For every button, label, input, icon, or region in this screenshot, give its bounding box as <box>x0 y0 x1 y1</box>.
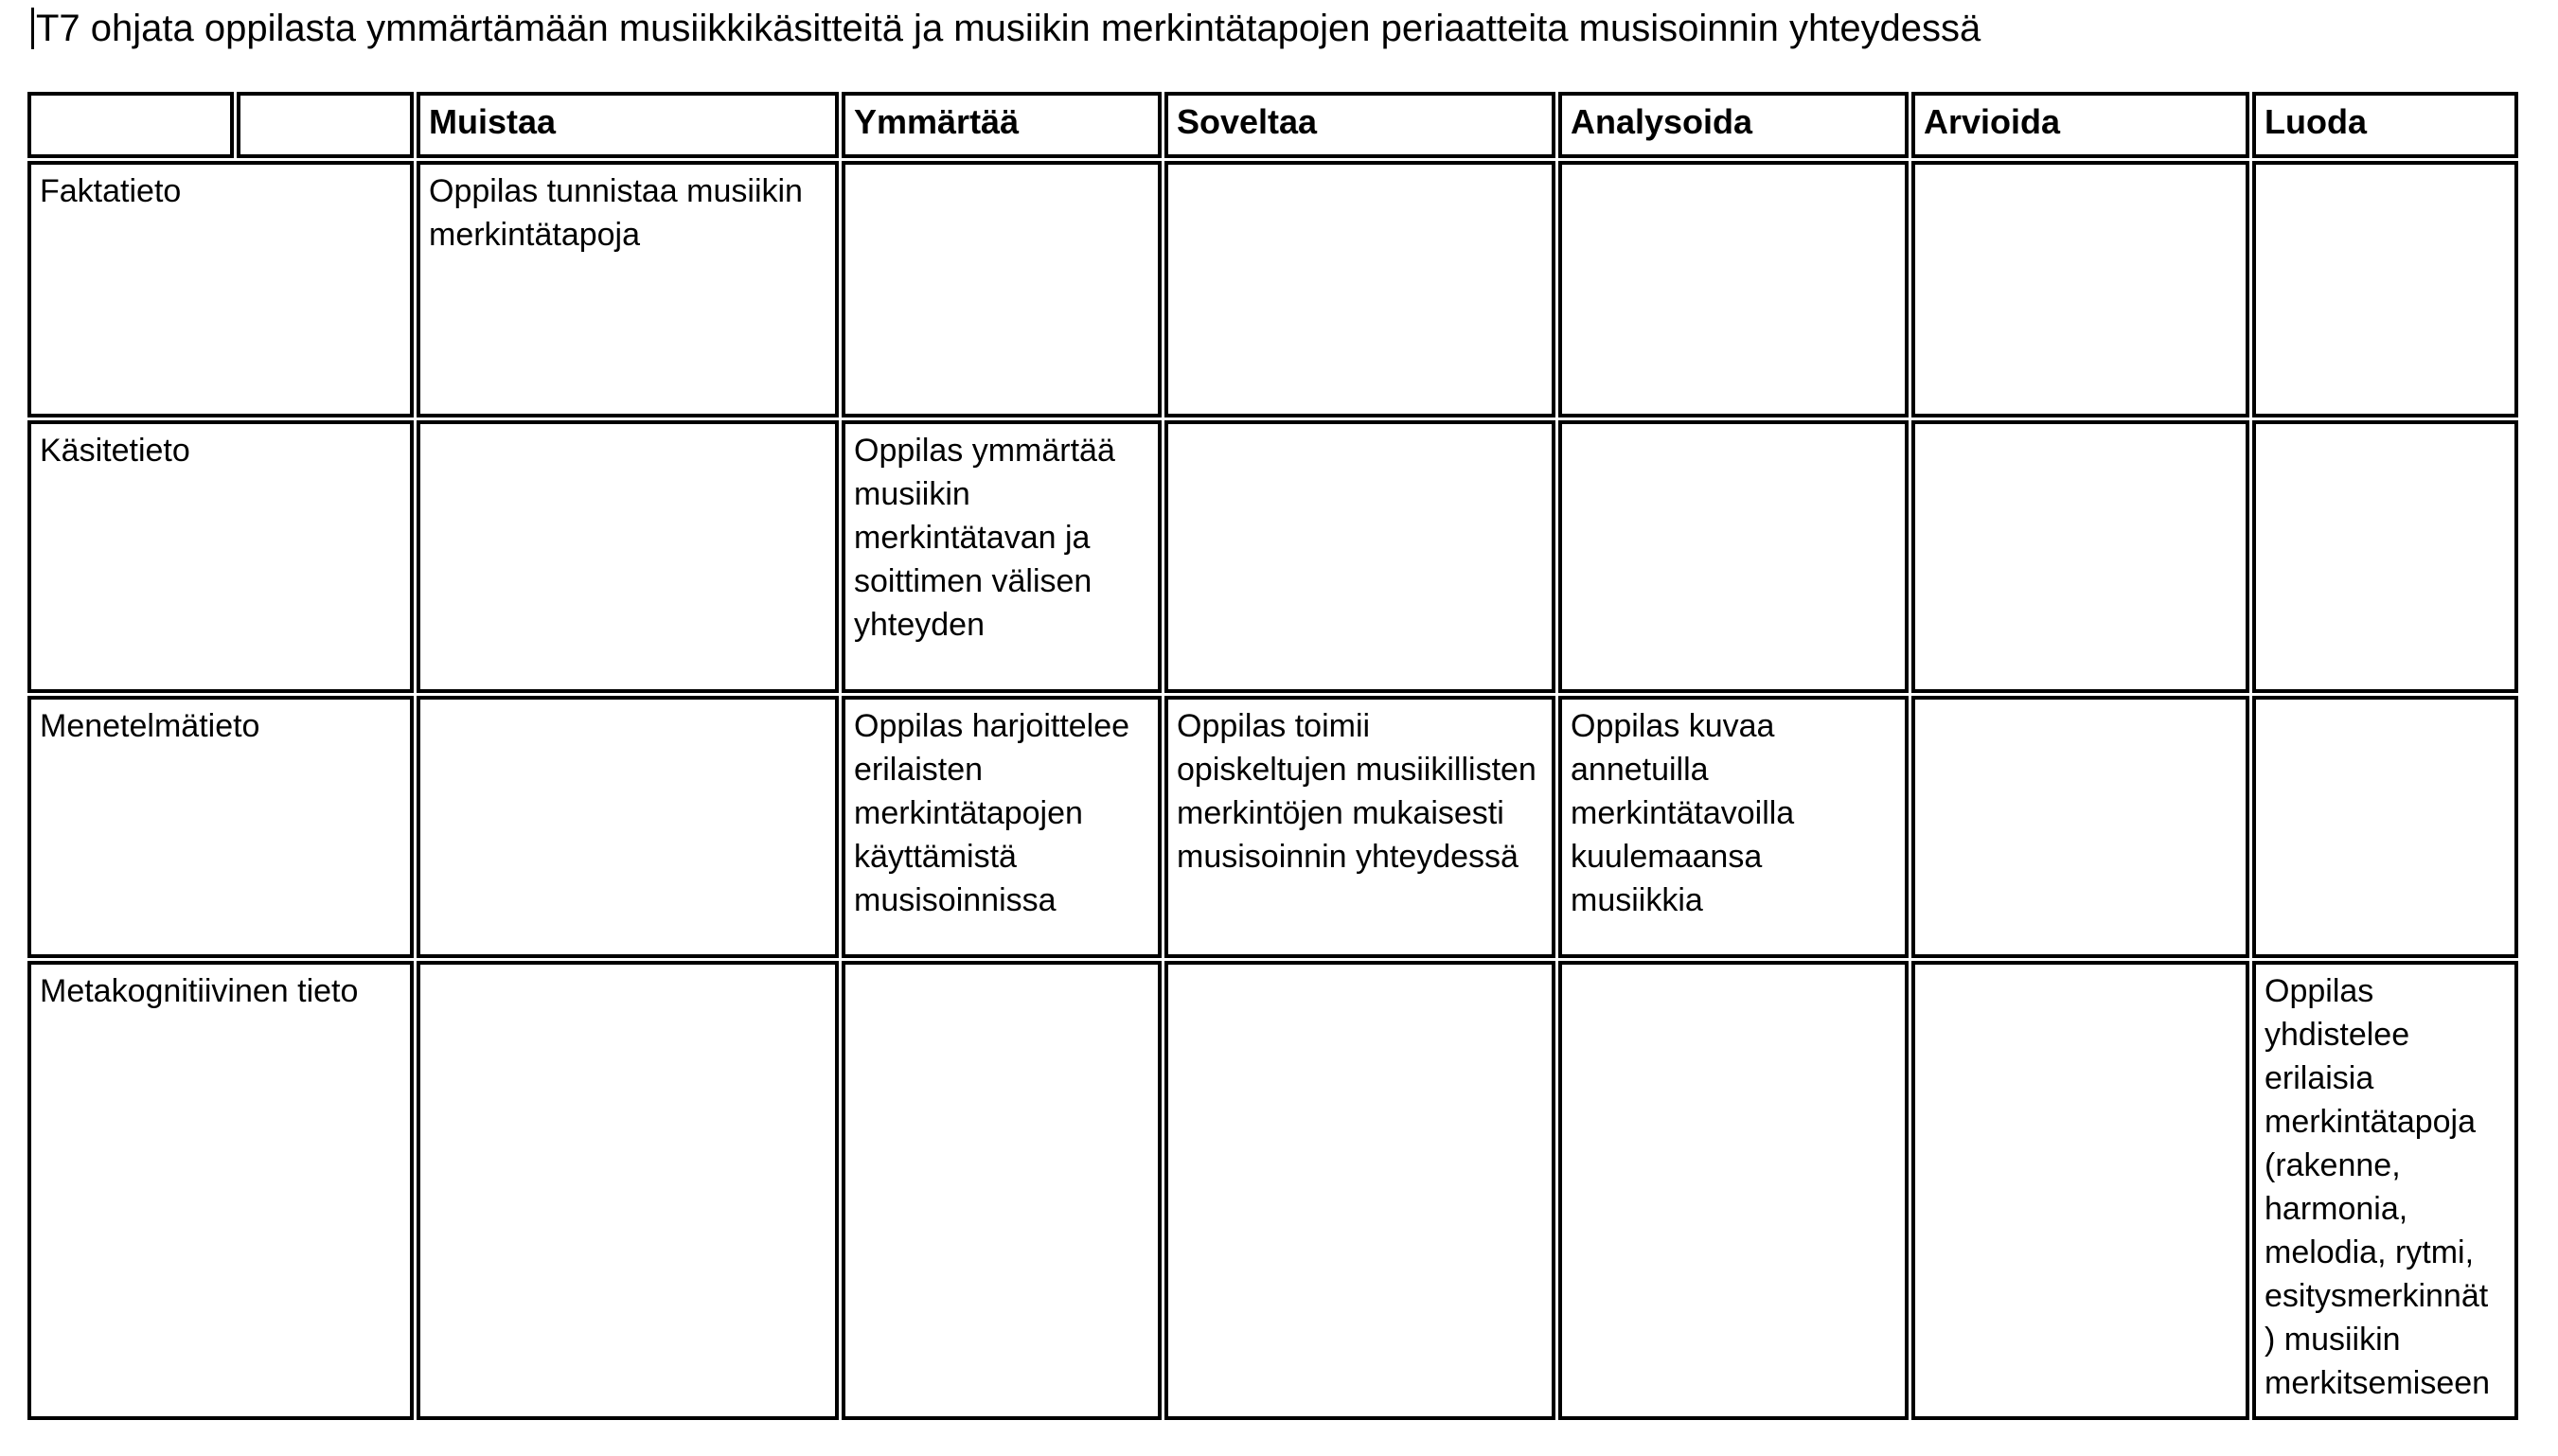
header-cell-muistaa[interactable]: Muistaa <box>417 92 839 158</box>
header-cell-soveltaa[interactable]: Soveltaa <box>1164 92 1555 158</box>
row-label-faktatieto[interactable]: Faktatieto <box>27 161 414 417</box>
cell-metakognitiivinen-analysoida[interactable] <box>1558 961 1909 1420</box>
header-cell-analysoida[interactable]: Analysoida <box>1558 92 1909 158</box>
cell-faktatieto-analysoida[interactable] <box>1558 161 1909 417</box>
cell-menetelmatieto-soveltaa[interactable]: Oppilas toimii opiskeltujen musiikillisten merkintöjen mukaisesti musisoinnin yhteydessä <box>1164 696 1555 958</box>
cell-kasitetieto-arvioida[interactable] <box>1911 420 2249 693</box>
header-cell-luoda[interactable]: Luoda <box>2252 92 2518 158</box>
cell-kasitetieto-soveltaa[interactable] <box>1164 420 1555 693</box>
cell-menetelmatieto-muistaa[interactable] <box>417 696 839 958</box>
header-cell-empty-2[interactable] <box>237 92 414 158</box>
cell-menetelmatieto-luoda[interactable] <box>2252 696 2518 958</box>
cell-metakognitiivinen-soveltaa[interactable] <box>1164 961 1555 1420</box>
cell-menetelmatieto-analysoida[interactable]: Oppilas kuvaa annetuilla merkintätavoilla kuulemaansa musiikkia <box>1558 696 1909 958</box>
cell-metakognitiivinen-arvioida[interactable] <box>1911 961 2249 1420</box>
cell-metakognitiivinen-muistaa[interactable] <box>417 961 839 1420</box>
cell-kasitetieto-luoda[interactable] <box>2252 420 2518 693</box>
cell-faktatieto-luoda[interactable] <box>2252 161 2518 417</box>
objective-title[interactable]: T7 ohjata oppilasta ymmärtämään musiikkikäsitteitä ja musiikin merkintätapojen periaatteita musisoinnin yhteydessä <box>36 8 1981 49</box>
header-cell-empty-1[interactable] <box>27 92 234 158</box>
cell-metakognitiivinen-luoda[interactable]: Oppilas yhdistelee erilaisia merkintätapoja (rakenne, harmonia, melodia, rytmi, esitysmerkinnät ) musiikin merkitsemiseen <box>2252 961 2518 1420</box>
row-label-menetelmatieto[interactable]: Menetelmätieto <box>27 696 414 958</box>
cell-faktatieto-muistaa[interactable]: Oppilas tunnistaa musiikin merkintätapoja <box>417 161 839 417</box>
header-cell-ymmartaa[interactable]: Ymmärtää <box>842 92 1162 158</box>
cell-faktatieto-ymmartaa[interactable] <box>842 161 1162 417</box>
row-kasitetieto <box>27 420 2518 693</box>
cell-kasitetieto-analysoida[interactable] <box>1558 420 1909 693</box>
cell-faktatieto-arvioida[interactable] <box>1911 161 2249 417</box>
row-menetelmatieto <box>27 696 2518 958</box>
row-metakognitiivinen-tieto <box>27 961 2518 1420</box>
cell-kasitetieto-muistaa[interactable] <box>417 420 839 693</box>
cell-faktatieto-soveltaa[interactable] <box>1164 161 1555 417</box>
taxonomy-table <box>25 89 2521 1423</box>
cell-kasitetieto-ymmartaa[interactable]: Oppilas ymmärtää musiikin merkintätavan ja soittimen välisen yhteyden <box>842 420 1162 693</box>
cell-menetelmatieto-ymmartaa[interactable]: Oppilas harjoittelee erilaisten merkintätapojen käyttämistä musisoinnissa <box>842 696 1162 958</box>
row-faktatieto <box>27 161 2518 417</box>
cell-metakognitiivinen-ymmartaa[interactable] <box>842 961 1162 1420</box>
text-cursor-caret <box>31 8 34 49</box>
row-label-kasitetieto[interactable]: Käsitetieto <box>27 420 414 693</box>
header-cell-arvioida[interactable]: Arvioida <box>1911 92 2249 158</box>
row-label-metakognitiivinen-tieto[interactable]: Metakognitiivinen tieto <box>27 961 414 1420</box>
cell-menetelmatieto-arvioida[interactable] <box>1911 696 2249 958</box>
header-row <box>27 92 2518 158</box>
